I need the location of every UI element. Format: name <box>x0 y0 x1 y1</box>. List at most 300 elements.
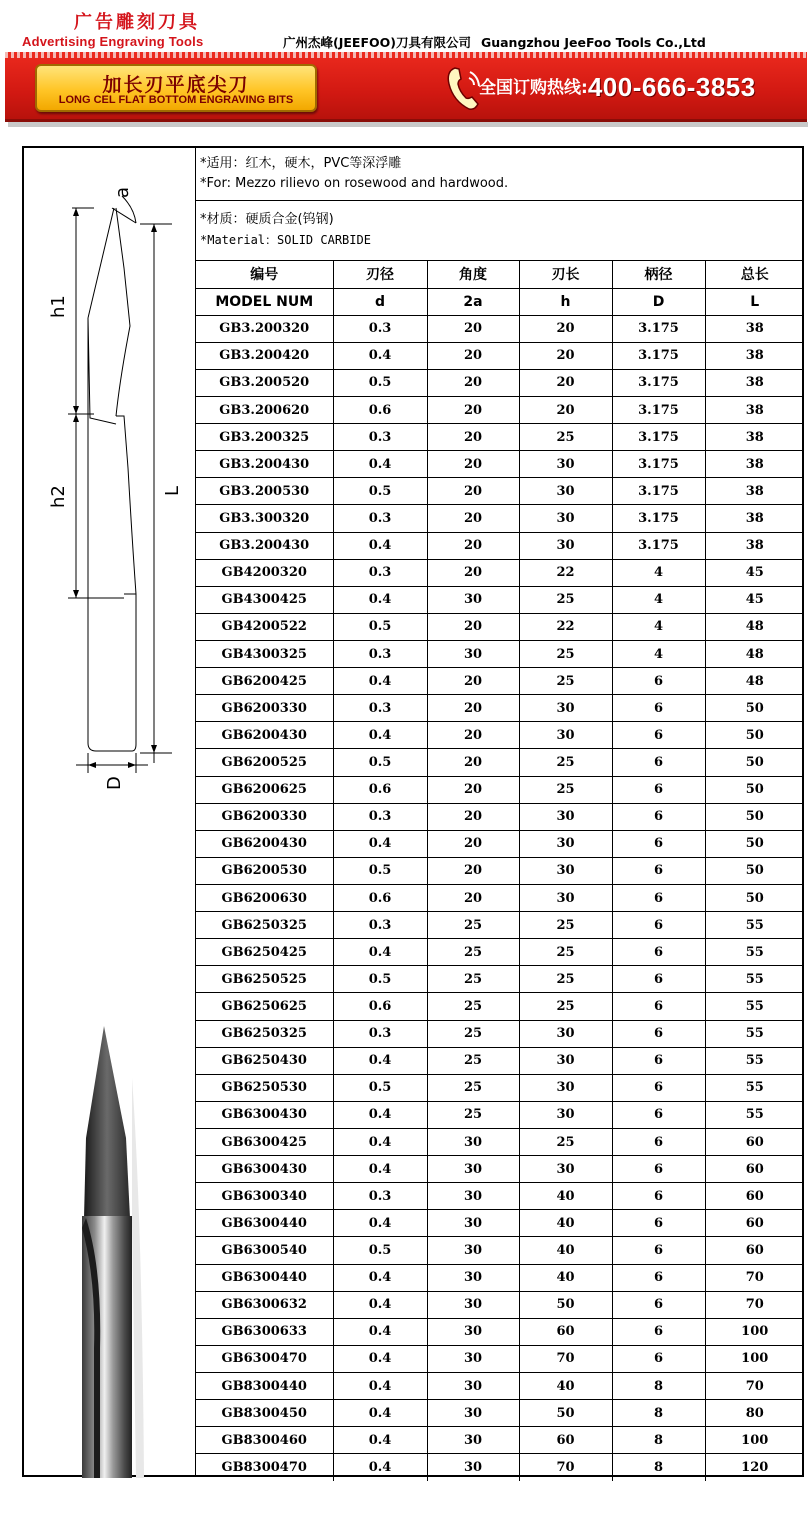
table-row <box>196 1400 804 1427</box>
blade-length-cell: 50 <box>519 1400 612 1427</box>
shank-diameter-cell: 6 <box>612 939 705 966</box>
blade-length-cell: 60 <box>519 1427 612 1454</box>
angle-cell: 30 <box>427 1156 519 1183</box>
page-header <box>0 0 810 52</box>
model-cell: GB6200630 <box>196 885 333 912</box>
usage-en: *For: Mezzo rilievo on rosewood and hardwood. <box>200 176 509 191</box>
blade-diameter-cell: 0.3 <box>333 424 427 451</box>
angle-cell: 30 <box>427 1427 519 1454</box>
model-cell: GB6250530 <box>196 1074 333 1101</box>
angle-cell: 30 <box>427 1291 519 1318</box>
blade-diameter-cell: 0.4 <box>333 1129 427 1156</box>
total-length-cell: 38 <box>705 424 804 451</box>
model-cell: GB3.200430 <box>196 451 333 478</box>
table-row <box>196 342 804 369</box>
table-row <box>196 315 804 342</box>
header-row-en <box>196 288 804 315</box>
total-length-cell: 50 <box>705 857 804 884</box>
shank-diameter-cell: 4 <box>612 586 705 613</box>
total-length-cell: 100 <box>705 1345 804 1372</box>
blade-length-cell: 20 <box>519 369 612 396</box>
blade-length-cell: 30 <box>519 1047 612 1074</box>
total-length-cell: 70 <box>705 1372 804 1399</box>
total-length-cell: 50 <box>705 830 804 857</box>
blade-diameter-cell: 0.5 <box>333 857 427 884</box>
blade-diameter-cell: 0.5 <box>333 613 427 640</box>
table-row <box>196 451 804 478</box>
blade-diameter-cell: 0.6 <box>333 885 427 912</box>
blade-diameter-cell: 0.4 <box>333 1454 427 1481</box>
product-title-cn: 加长刃平底尖刀 <box>102 74 250 96</box>
blade-length-cell: 30 <box>519 885 612 912</box>
blade-diameter-cell: 0.6 <box>333 776 427 803</box>
shank-diameter-cell: 6 <box>612 912 705 939</box>
blade-diameter-cell: 0.4 <box>333 342 427 369</box>
angle-cell: 30 <box>427 1400 519 1427</box>
blade-length-cell: 30 <box>519 1101 612 1128</box>
model-cell: GB6300632 <box>196 1291 333 1318</box>
table-row <box>196 1047 804 1074</box>
product-banner <box>5 52 807 122</box>
table-row <box>196 1020 804 1047</box>
total-length-cell: 38 <box>705 315 804 342</box>
table-row <box>196 1156 804 1183</box>
shank-diameter-cell: 6 <box>612 1101 705 1128</box>
total-length-cell: 55 <box>705 1020 804 1047</box>
hotline-label: 全国订购热线: <box>479 78 588 98</box>
model-cell: GB3.200320 <box>196 315 333 342</box>
table-row <box>196 966 804 993</box>
table-row <box>196 857 804 884</box>
model-cell: GB6300430 <box>196 1156 333 1183</box>
blade-diameter-cell: 0.5 <box>333 478 427 505</box>
shank-diameter-cell: 6 <box>612 1210 705 1237</box>
blade-length-cell: 25 <box>519 641 612 668</box>
shank-diameter-cell: 4 <box>612 559 705 586</box>
angle-cell: 20 <box>427 857 519 884</box>
table-row <box>196 559 804 586</box>
blade-length-cell: 22 <box>519 559 612 586</box>
table-row <box>196 885 804 912</box>
total-length-cell: 45 <box>705 559 804 586</box>
shank-diameter-cell: 3.175 <box>612 315 705 342</box>
blade-diameter-cell: 0.5 <box>333 1074 427 1101</box>
model-cell: GB6300470 <box>196 1345 333 1372</box>
total-length-cell: 70 <box>705 1264 804 1291</box>
shank-diameter-cell: 6 <box>612 1020 705 1047</box>
table-row <box>196 1210 804 1237</box>
shank-diameter-cell: 3.175 <box>612 478 705 505</box>
total-length-cell: 60 <box>705 1156 804 1183</box>
blade-diameter-cell: 0.3 <box>333 559 427 586</box>
blade-length-cell: 30 <box>519 451 612 478</box>
material-info <box>196 201 802 261</box>
blade-diameter-cell: 0.4 <box>333 1210 427 1237</box>
blade-length-cell: 40 <box>519 1210 612 1237</box>
blade-length-cell: 40 <box>519 1237 612 1264</box>
total-length-cell: 70 <box>705 1291 804 1318</box>
blade-length-cell: 30 <box>519 1074 612 1101</box>
table-row <box>196 397 804 424</box>
model-cell: GB4200522 <box>196 613 333 640</box>
model-cell: GB6200425 <box>196 668 333 695</box>
table-row <box>196 912 804 939</box>
table-row <box>196 1074 804 1101</box>
shank-diameter-cell: 6 <box>612 1129 705 1156</box>
shank-diameter-cell: 6 <box>612 668 705 695</box>
table-row <box>196 641 804 668</box>
angle-cell: 25 <box>427 939 519 966</box>
total-length-cell: 45 <box>705 586 804 613</box>
usage-cn: *适用：红木，硬木，PVC等深浮雕 <box>200 156 402 171</box>
blade-diameter-cell: 0.4 <box>333 1427 427 1454</box>
angle-cell: 20 <box>427 532 519 559</box>
angle-cell: 20 <box>427 749 519 776</box>
blade-diameter-cell: 0.5 <box>333 369 427 396</box>
shank-diameter-cell: 6 <box>612 993 705 1020</box>
blade-diameter-cell: 0.4 <box>333 1264 427 1291</box>
shank-diameter-cell: 4 <box>612 613 705 640</box>
total-length-cell: 80 <box>705 1400 804 1427</box>
shank-diameter-cell: 6 <box>612 857 705 884</box>
blade-length-cell: 30 <box>519 830 612 857</box>
product-sheet <box>22 146 804 1477</box>
blade-diameter-cell: 0.4 <box>333 1156 427 1183</box>
blade-diameter-cell: 0.4 <box>333 1318 427 1345</box>
model-cell: GB6300425 <box>196 1129 333 1156</box>
blade-length-cell: 20 <box>519 397 612 424</box>
total-length-cell: 60 <box>705 1183 804 1210</box>
length-label: L <box>162 485 183 496</box>
angle-cell: 20 <box>427 478 519 505</box>
blade-length-cell: 30 <box>519 803 612 830</box>
blade-length-cell: 40 <box>519 1264 612 1291</box>
blade-diameter-cell: 0.5 <box>333 1237 427 1264</box>
model-cell: GB6200525 <box>196 749 333 776</box>
shank-diameter-cell: 8 <box>612 1454 705 1481</box>
angle-cell: 30 <box>427 1210 519 1237</box>
company-name-en: Guangzhou JeeFoo Tools Co.,Ltd <box>480 35 706 50</box>
table-row <box>196 668 804 695</box>
shank-diameter-cell: 6 <box>612 1237 705 1264</box>
angle-cell: 20 <box>427 776 519 803</box>
total-length-cell: 38 <box>705 451 804 478</box>
angle-cell: 30 <box>427 586 519 613</box>
table-row <box>196 1264 804 1291</box>
blade-diameter-cell: 0.5 <box>333 966 427 993</box>
shank-diameter-cell: 6 <box>612 749 705 776</box>
model-cell: GB3.200420 <box>196 342 333 369</box>
blade-diameter-cell: 0.3 <box>333 1183 427 1210</box>
blade-length-cell: 25 <box>519 1129 612 1156</box>
blade-length-cell: 25 <box>519 939 612 966</box>
blade-diameter-cell: 0.3 <box>333 315 427 342</box>
shank-diameter-cell: 3.175 <box>612 505 705 532</box>
model-cell: GB6250325 <box>196 912 333 939</box>
blade-diameter-cell: 0.4 <box>333 1372 427 1399</box>
blade-diameter-cell: 0.3 <box>333 1020 427 1047</box>
blade-diameter-cell: 0.4 <box>333 668 427 695</box>
angle-cell: 20 <box>427 559 519 586</box>
model-cell: GB4300425 <box>196 586 333 613</box>
table-row <box>196 803 804 830</box>
model-cell: GB4300325 <box>196 641 333 668</box>
total-length-cell: 60 <box>705 1210 804 1237</box>
total-length-cell: 38 <box>705 397 804 424</box>
total-length-cell: 50 <box>705 776 804 803</box>
shank-diameter-cell: 6 <box>612 1183 705 1210</box>
shank-diameter-cell: 3.175 <box>612 397 705 424</box>
model-cell: GB6300340 <box>196 1183 333 1210</box>
shank-diameter-cell: 3.175 <box>612 342 705 369</box>
model-cell: GB6300633 <box>196 1318 333 1345</box>
table-row <box>196 424 804 451</box>
blade-diameter-cell: 0.4 <box>333 830 427 857</box>
model-cell: GB3.200620 <box>196 397 333 424</box>
material-cn: *材质：硬质合金(钨钢) <box>200 212 334 227</box>
shank-diameter-cell: 6 <box>612 885 705 912</box>
col-header-angle-cn: 角度 <box>427 261 519 288</box>
total-length-cell: 50 <box>705 722 804 749</box>
brand-title-cn: 广告雕刻刀具 <box>74 12 200 33</box>
table-row <box>196 722 804 749</box>
total-length-cell: 55 <box>705 939 804 966</box>
blade-diameter-cell: 0.4 <box>333 1101 427 1128</box>
blade-length-cell: 30 <box>519 722 612 749</box>
table-row <box>196 776 804 803</box>
col-header-blade-dia-cn: 刃径 <box>333 261 427 288</box>
table-row <box>196 1345 804 1372</box>
total-length-cell: 38 <box>705 478 804 505</box>
spec-table <box>196 261 804 1481</box>
bit-dimension-diagram <box>24 148 196 968</box>
total-length-cell: 38 <box>705 342 804 369</box>
angle-cell: 20 <box>427 803 519 830</box>
blade-length-cell: 30 <box>519 1156 612 1183</box>
blade-diameter-cell: 0.3 <box>333 912 427 939</box>
blade-length-cell: 20 <box>519 315 612 342</box>
blade-length-cell: 30 <box>519 532 612 559</box>
total-length-cell: 60 <box>705 1129 804 1156</box>
col-header-model-cn: 编号 <box>196 261 333 288</box>
angle-cell: 20 <box>427 342 519 369</box>
model-cell: GB6200330 <box>196 695 333 722</box>
model-cell: GB6300440 <box>196 1210 333 1237</box>
col-header-total-len-cn: 总长 <box>705 261 804 288</box>
angle-cell: 30 <box>427 1318 519 1345</box>
blade-diameter-cell: 0.4 <box>333 722 427 749</box>
total-length-cell: 50 <box>705 803 804 830</box>
angle-cell: 30 <box>427 641 519 668</box>
model-cell: GB6200530 <box>196 857 333 884</box>
total-length-cell: 50 <box>705 885 804 912</box>
col-header-blade-len-cn: 刃长 <box>519 261 612 288</box>
illustration-column <box>24 148 196 1475</box>
table-row <box>196 613 804 640</box>
total-length-cell: 55 <box>705 1047 804 1074</box>
table-row <box>196 993 804 1020</box>
total-length-cell: 48 <box>705 613 804 640</box>
col-header-total-len-en: L <box>705 288 804 315</box>
col-header-shank-dia-en: D <box>612 288 705 315</box>
shank-diameter-cell: 6 <box>612 695 705 722</box>
shank-diameter-cell: 6 <box>612 1156 705 1183</box>
blade-diameter-cell: 0.3 <box>333 641 427 668</box>
model-cell: GB8300470 <box>196 1454 333 1481</box>
blade-length-cell: 50 <box>519 1291 612 1318</box>
shank-diameter-cell: 3.175 <box>612 424 705 451</box>
angle-cell: 20 <box>427 424 519 451</box>
blade-diameter-cell: 0.3 <box>333 505 427 532</box>
shank-diameter-cell: 6 <box>612 1345 705 1372</box>
blade-diameter-cell: 0.6 <box>333 397 427 424</box>
shank-diameter-cell: 6 <box>612 722 705 749</box>
model-cell: GB6250430 <box>196 1047 333 1074</box>
shank-diameter-cell: 6 <box>612 966 705 993</box>
blade-length-cell: 30 <box>519 857 612 884</box>
angle-cell: 20 <box>427 315 519 342</box>
angle-cell: 30 <box>427 1345 519 1372</box>
blade-length-cell: 40 <box>519 1183 612 1210</box>
model-cell: GB6300430 <box>196 1101 333 1128</box>
angle-cell: 30 <box>427 1129 519 1156</box>
blade-diameter-cell: 0.4 <box>333 1047 427 1074</box>
hotline-number[interactable]: 400-666-3853 <box>587 72 756 102</box>
blade-length-cell: 30 <box>519 478 612 505</box>
blade-diameter-cell: 0.4 <box>333 1345 427 1372</box>
col-header-angle-en: 2a <box>427 288 519 315</box>
blade-length-cell: 30 <box>519 505 612 532</box>
model-cell: GB6200330 <box>196 803 333 830</box>
model-cell: GB6200430 <box>196 830 333 857</box>
total-length-cell: 50 <box>705 749 804 776</box>
total-length-cell: 120 <box>705 1454 804 1481</box>
table-row <box>196 749 804 776</box>
angle-cell: 30 <box>427 1237 519 1264</box>
table-row <box>196 830 804 857</box>
brand-title-en: Advertising Engraving Tools <box>22 34 204 49</box>
shank-diameter-cell: 6 <box>612 1074 705 1101</box>
col-header-blade-len-en: h <box>519 288 612 315</box>
model-cell: GB3.200430 <box>196 532 333 559</box>
shank-diameter-cell: 6 <box>612 1318 705 1345</box>
total-length-cell: 48 <box>705 641 804 668</box>
company-name <box>283 33 706 51</box>
blade-diameter-cell: 0.4 <box>333 1291 427 1318</box>
model-cell: GB6250625 <box>196 993 333 1020</box>
shank-diameter-cell: 4 <box>612 641 705 668</box>
model-cell: GB6200430 <box>196 722 333 749</box>
model-cell: GB6300540 <box>196 1237 333 1264</box>
blade-length-cell: 30 <box>519 1020 612 1047</box>
angle-cell: 30 <box>427 1454 519 1481</box>
angle-cell: 20 <box>427 830 519 857</box>
total-length-cell: 60 <box>705 1237 804 1264</box>
total-length-cell: 100 <box>705 1318 804 1345</box>
blade-length-cell: 70 <box>519 1454 612 1481</box>
spec-table-body <box>196 315 804 1481</box>
blade-diameter-cell: 0.3 <box>333 695 427 722</box>
angle-cell: 30 <box>427 1372 519 1399</box>
blade-length-cell: 22 <box>519 613 612 640</box>
total-length-cell: 38 <box>705 369 804 396</box>
angle-cell: 20 <box>427 397 519 424</box>
total-length-cell: 48 <box>705 668 804 695</box>
model-cell: GB8300440 <box>196 1372 333 1399</box>
angle-cell: 25 <box>427 1074 519 1101</box>
angle-cell: 30 <box>427 1264 519 1291</box>
angle-cell: 20 <box>427 613 519 640</box>
diameter-label: D <box>104 776 125 790</box>
total-length-cell: 55 <box>705 993 804 1020</box>
col-header-blade-dia-en: d <box>333 288 427 315</box>
angle-cell: 25 <box>427 993 519 1020</box>
blade-diameter-cell: 0.4 <box>333 586 427 613</box>
table-row <box>196 1318 804 1345</box>
model-cell: GB3.300320 <box>196 505 333 532</box>
angle-cell: 30 <box>427 1183 519 1210</box>
angle-cell: 20 <box>427 885 519 912</box>
product-badge <box>35 64 317 112</box>
blade-length-cell: 25 <box>519 993 612 1020</box>
blade-length-cell: 25 <box>519 586 612 613</box>
shank-diameter-cell: 3.175 <box>612 451 705 478</box>
angle-cell: 25 <box>427 1101 519 1128</box>
blade-length-cell: 25 <box>519 912 612 939</box>
total-length-cell: 38 <box>705 505 804 532</box>
angle-cell: 25 <box>427 1020 519 1047</box>
model-cell: GB8300460 <box>196 1427 333 1454</box>
model-cell: GB6250325 <box>196 1020 333 1047</box>
model-cell: GB3.200520 <box>196 369 333 396</box>
shank-diameter-cell: 6 <box>612 803 705 830</box>
table-row <box>196 586 804 613</box>
angle-cell: 20 <box>427 695 519 722</box>
blade-diameter-cell: 0.6 <box>333 993 427 1020</box>
blade-diameter-cell: 0.5 <box>333 749 427 776</box>
shank-diameter-cell: 3.175 <box>612 369 705 396</box>
table-row <box>196 478 804 505</box>
model-cell: GB6200625 <box>196 776 333 803</box>
model-cell: GB3.200325 <box>196 424 333 451</box>
blade-length-cell: 25 <box>519 776 612 803</box>
total-length-cell: 55 <box>705 1074 804 1101</box>
blade-length-cell: 25 <box>519 966 612 993</box>
shank-diameter-cell: 6 <box>612 776 705 803</box>
shank-diameter-cell: 8 <box>612 1372 705 1399</box>
blade-diameter-cell: 0.4 <box>333 451 427 478</box>
usage-info <box>196 148 802 201</box>
shank-diameter-cell: 8 <box>612 1400 705 1427</box>
table-row <box>196 939 804 966</box>
angle-cell: 25 <box>427 966 519 993</box>
total-length-cell: 38 <box>705 532 804 559</box>
blade-length-cell: 40 <box>519 1372 612 1399</box>
blade-diameter-cell: 0.4 <box>333 532 427 559</box>
h1-label: h1 <box>48 295 69 318</box>
model-cell: GB8300450 <box>196 1400 333 1427</box>
shank-diameter-cell: 6 <box>612 1047 705 1074</box>
shank-diameter-cell: 6 <box>612 1291 705 1318</box>
company-name-cn: 广州杰峰(JEEFOO)刀具有限公司 <box>283 35 471 50</box>
table-row <box>196 1427 804 1454</box>
table-row <box>196 1101 804 1128</box>
angle-cell: 20 <box>427 668 519 695</box>
angle-cell: 25 <box>427 1047 519 1074</box>
table-row <box>196 369 804 396</box>
angle-cell: 20 <box>427 722 519 749</box>
angle-cell: 20 <box>427 369 519 396</box>
